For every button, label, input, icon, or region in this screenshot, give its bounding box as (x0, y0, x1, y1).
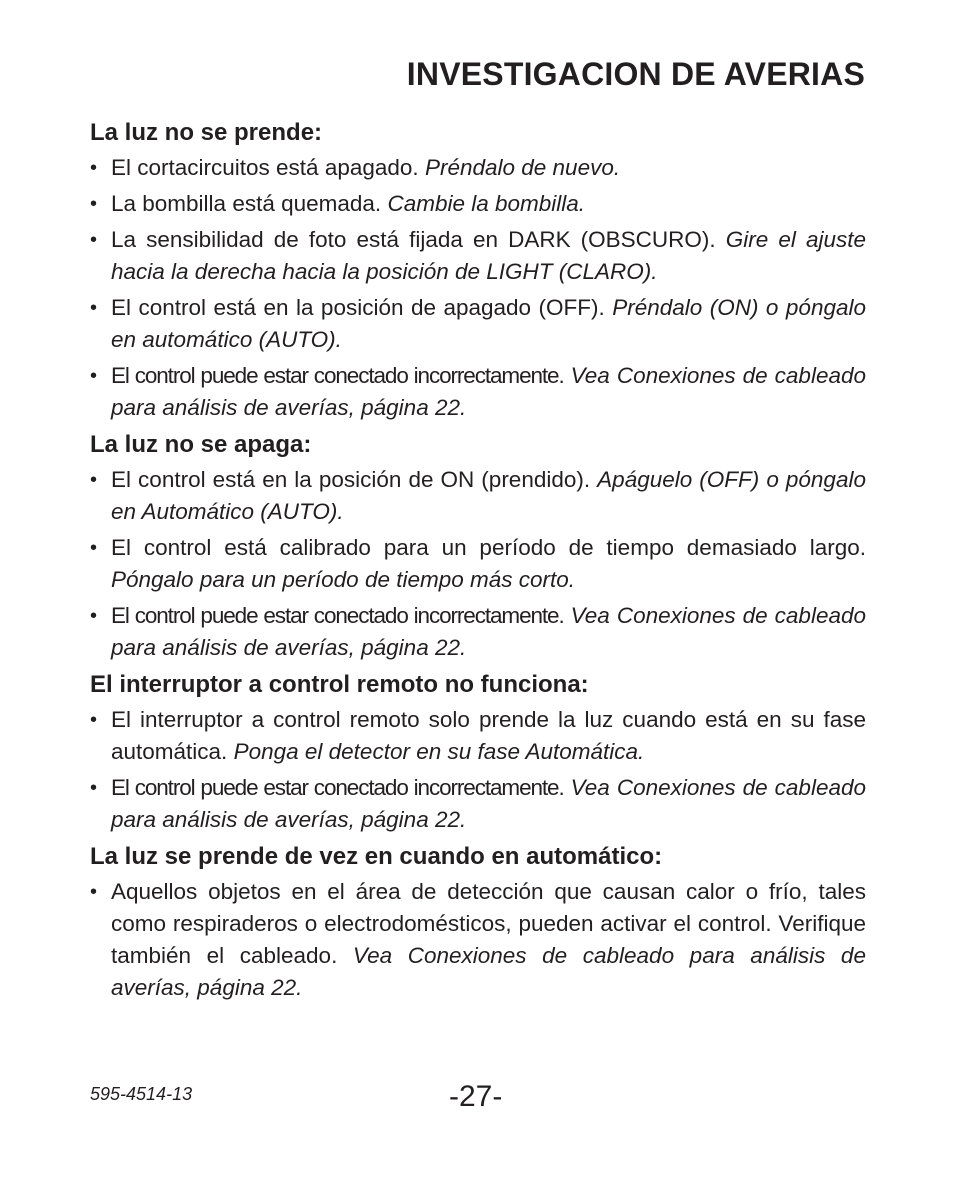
bullet-list (90, 876, 866, 1004)
condition-text: El control puede estar conectado incorrectamente. (111, 603, 564, 628)
action-text: Póngalo para un período de tiempo más corto. (111, 567, 576, 592)
list-item (90, 704, 866, 768)
list-item (90, 224, 866, 288)
action-text: Vea Conexiones de cableado para análisis de averías, página 22. (111, 943, 866, 1000)
bullet-icon: • (90, 469, 98, 491)
section-heading: La luz se prende de vez en cuando en automático: (90, 843, 663, 870)
bullet-icon: • (90, 365, 98, 387)
section-light-not-off (90, 430, 866, 664)
action-text: Vea Conexiones de cableado para análisis de averías, página 22. (111, 603, 866, 660)
list-item (90, 772, 866, 836)
list-item (90, 464, 866, 528)
condition-text: El control está calibrado para un período de tiempo demasiado largo. (111, 535, 866, 560)
list-item (90, 532, 866, 596)
bullet-list (90, 152, 866, 424)
bullet-icon: • (90, 709, 98, 731)
page-number: -27- (449, 1080, 503, 1113)
page-title: INVESTIGACION DE AVERIAS (406, 56, 865, 92)
condition-text: Aquellos objetos en el área de detección que causan calor o frío, tales como respiraderos o electrodomésticos, pueden activar el control. Verifique también el cableado. (111, 879, 866, 968)
action-text: Gire el ajuste hacia la derecha hacia la posición de LIGHT (CLARO). (111, 227, 867, 284)
action-text: Ponga el detector en su fase Automática. (233, 739, 645, 764)
bullet-icon: • (90, 157, 98, 179)
list-item (90, 600, 866, 664)
list-item (90, 360, 866, 424)
bullet-icon: • (90, 605, 98, 627)
action-text: Vea Conexiones de cableado para análisis de averías, página 22. (111, 775, 866, 832)
section-heading: El interruptor a control remoto no funciona: (90, 671, 589, 698)
bullet-icon: • (90, 881, 98, 903)
list-item (90, 152, 866, 184)
bullet-icon: • (90, 229, 98, 251)
bullet-list (90, 704, 866, 836)
section-heading: La luz no se apaga: (90, 431, 312, 458)
bullet-list (90, 464, 866, 664)
condition-text: El control puede estar conectado incorrectamente. (111, 363, 564, 388)
condition-text: La sensibilidad de foto está fijada en DARK (OBSCURO). (111, 227, 716, 252)
action-text: Préndalo (ON) o póngalo en automático (AUTO). (111, 295, 866, 352)
section-light-intermittent (90, 842, 866, 1004)
document-code: 595-4514-13 (90, 1084, 193, 1104)
bullet-icon: • (90, 537, 98, 559)
list-item (90, 188, 866, 220)
bullet-icon: • (90, 297, 98, 319)
action-text: Vea Conexiones de cableado para análisis de averías, página 22. (111, 363, 866, 420)
troubleshooting-content (90, 118, 866, 1010)
condition-text: El control está en la posición de apagado (OFF). (111, 295, 605, 320)
section-light-not-on (90, 118, 866, 424)
list-item (90, 876, 866, 1004)
condition-text: El interruptor a control remoto solo prende la luz cuando está en su fase automática. (111, 707, 866, 764)
condition-text: La bombilla está quemada. (111, 191, 382, 216)
action-text: Cambie la bombilla. (387, 191, 586, 216)
condition-text: El cortacircuitos está apagado. (111, 155, 419, 180)
condition-text: El control está en la posición de ON (prendido). (111, 467, 591, 492)
action-text: Préndalo de nuevo. (424, 155, 621, 180)
section-heading: La luz no se prende: (90, 119, 323, 146)
bullet-icon: • (90, 777, 98, 799)
list-item (90, 292, 866, 356)
action-text: Apáguelo (OFF) o póngalo en Automático (AUTO). (111, 467, 866, 524)
section-remote-switch (90, 670, 866, 836)
condition-text: El control puede estar conectado incorrectamente. (111, 775, 564, 800)
bullet-icon: • (90, 193, 98, 215)
